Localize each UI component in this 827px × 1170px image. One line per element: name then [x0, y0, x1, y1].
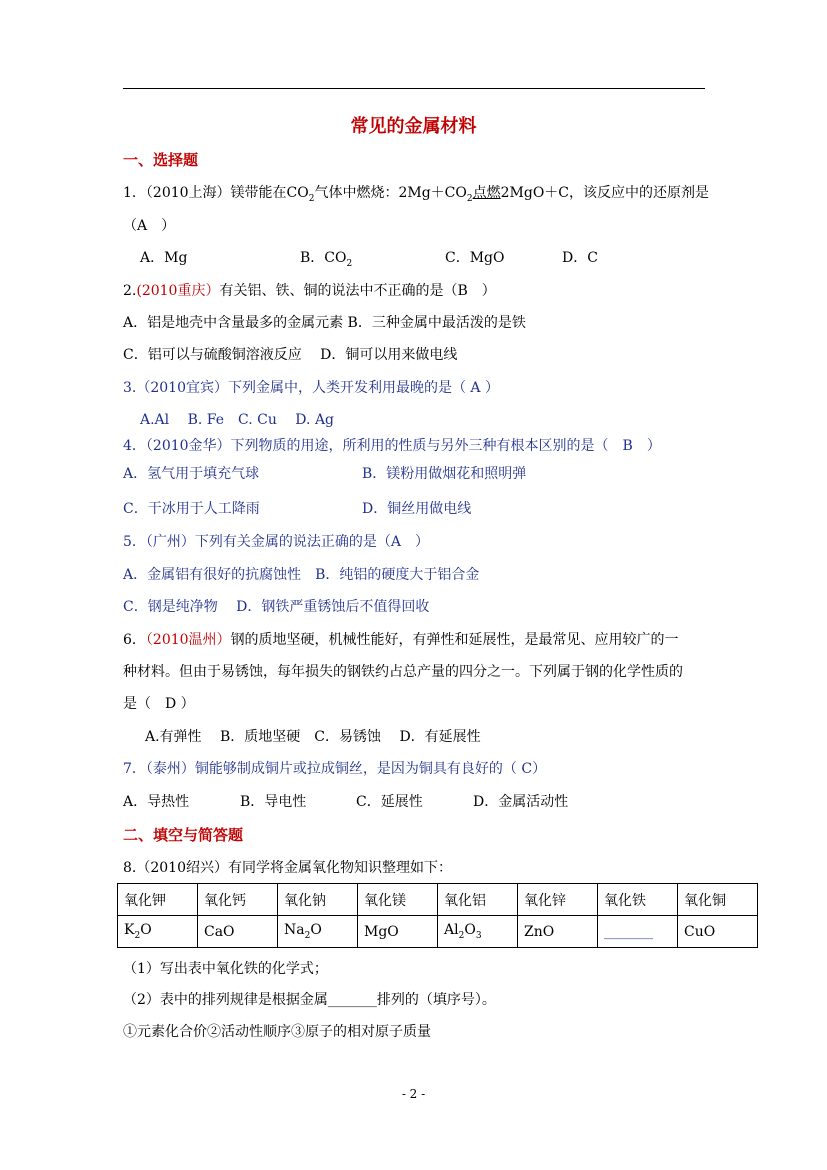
question-5-stem: 5．（广州）下列有关金属的说法正确的是（A ） [123, 534, 430, 550]
question-1-option-a: A．Mg [140, 250, 188, 266]
table-header-cell: 氧化钙 [198, 884, 278, 916]
header-rule [123, 88, 705, 89]
question-6-options: A.有弹性 B．质地坚硬 C．易锈蚀 D．有延展性 [145, 729, 481, 745]
formula-cell: CaO [198, 916, 278, 948]
question-5-options-ab: A．金属铝有很好的抗腐蚀性 B．纯铝的硬度大于铝合金 [123, 567, 480, 583]
formula-cell: $Al_2O_3$ [438, 916, 518, 948]
question-1-stem: 1．（2010上海）镁带能在$CO_2$气体中燃烧：$2Mg+CO_2$点燃2MgO＋C，该反应中的还原剂是 [123, 185, 710, 204]
formula-cell: $Na_2O$ [278, 916, 358, 948]
table-header-cell: 氧化镁 [358, 884, 438, 916]
question-1-answer: （A ） [123, 218, 176, 234]
question-4-option-d: D．铜丝用做电线 [362, 501, 472, 517]
table-row-formulas [118, 916, 758, 948]
question-8-choices: ①元素化合价②活动性顺序③原子的相对原子质量 [123, 1024, 431, 1040]
table-header-cell: 氧化铜 [678, 884, 758, 916]
question-7-stem: 7．（泰州）铜能够制成铜片或拉成铜丝，是因为铜具有良好的（ C） [123, 761, 547, 777]
question-7-option-d: D．金属活动性 [473, 794, 569, 810]
question-8-sub-2: （2）表中的排列规律是根据金属_______排列的（填序号）。 [123, 992, 496, 1008]
question-2-stem: 2.(2010重庆）有关铝、铁、铜的说法中不正确的是（B ） [123, 283, 496, 299]
question-1-option-c: C．MgO [445, 250, 505, 266]
question-3-options: A.Al B. Fe C. Cu D. Ag [140, 412, 335, 428]
formula-cell: ZnO [518, 916, 598, 948]
table-header-cell: 氧化铝 [438, 884, 518, 916]
table-header-cell: 氧化钠 [278, 884, 358, 916]
question-8-sub-1: （1）写出表中氧化铁的化学式； [123, 961, 328, 977]
formula-cell-blank[interactable]: _______ [598, 916, 678, 948]
question-8-stem: 8.（2010绍兴）有同学将金属氧化物知识整理如下： [123, 860, 452, 876]
question-7-option-a: A．导热性 [123, 794, 190, 810]
formula-cell: MgO [358, 916, 438, 948]
question-1-option-d: D．C [562, 250, 598, 266]
question-5-options-cd: C．钢是纯净物 D．钢铁严重锈蚀后不值得回收 [123, 599, 430, 615]
question-3-stem: 3.（2010宜宾）下列金属中，人类开发利用最晚的是（ A ） [123, 380, 499, 396]
oxide-table [117, 883, 758, 948]
formula-cell: CuO [678, 916, 758, 948]
table-header-cell: 氧化锌 [518, 884, 598, 916]
question-4-option-c: C．干冰用于人工降雨 [123, 501, 260, 517]
question-2-options-ab: A．铝是地壳中含量最多的金属元素 B．三种金属中最活泼的是铁 [123, 315, 526, 331]
question-7-option-c: C．延展性 [356, 794, 423, 810]
question-4-option-a: A．氢气用于填充气球 [123, 466, 260, 482]
table-header-cell: 氧化钾 [118, 884, 198, 916]
question-6-stem-line-1: 6．（2010温州）钢的质地坚硬，机械性能好，有弹性和延展性，是最常见、应用较广的一 [123, 632, 679, 648]
table-header-cell: 氧化铁 [598, 884, 678, 916]
question-4-option-b: B．镁粉用做烟花和照明弹 [362, 466, 527, 482]
question-6-stem-line-2: 种材料。但由于易锈蚀，每年损失的钢铁约占总产量的四分之一。下列属于钢的化学性质的 [123, 664, 683, 680]
section-heading-choice: 一、选择题 [123, 151, 199, 169]
question-7-option-b: B．导电性 [240, 794, 307, 810]
question-2-options-cd: C．铝可以与硫酸铜溶液反应 D．铜可以用来做电线 [123, 347, 458, 363]
section-heading-fill: 二、填空与简答题 [123, 826, 244, 844]
question-1-option-b: B．$CO_2$ [300, 250, 353, 269]
page-number: - 2 - [401, 1087, 426, 1101]
question-6-answer: 是（ D ） [123, 696, 195, 712]
formula-cell: $K_2O$ [118, 916, 198, 948]
page-title: 常见的金属材料 [350, 116, 477, 137]
question-4-stem: 4．（2010金华）下列物质的用途，所利用的性质与另外三种有根本区别的是（ B ） [123, 438, 661, 454]
table-row-names [118, 884, 758, 916]
